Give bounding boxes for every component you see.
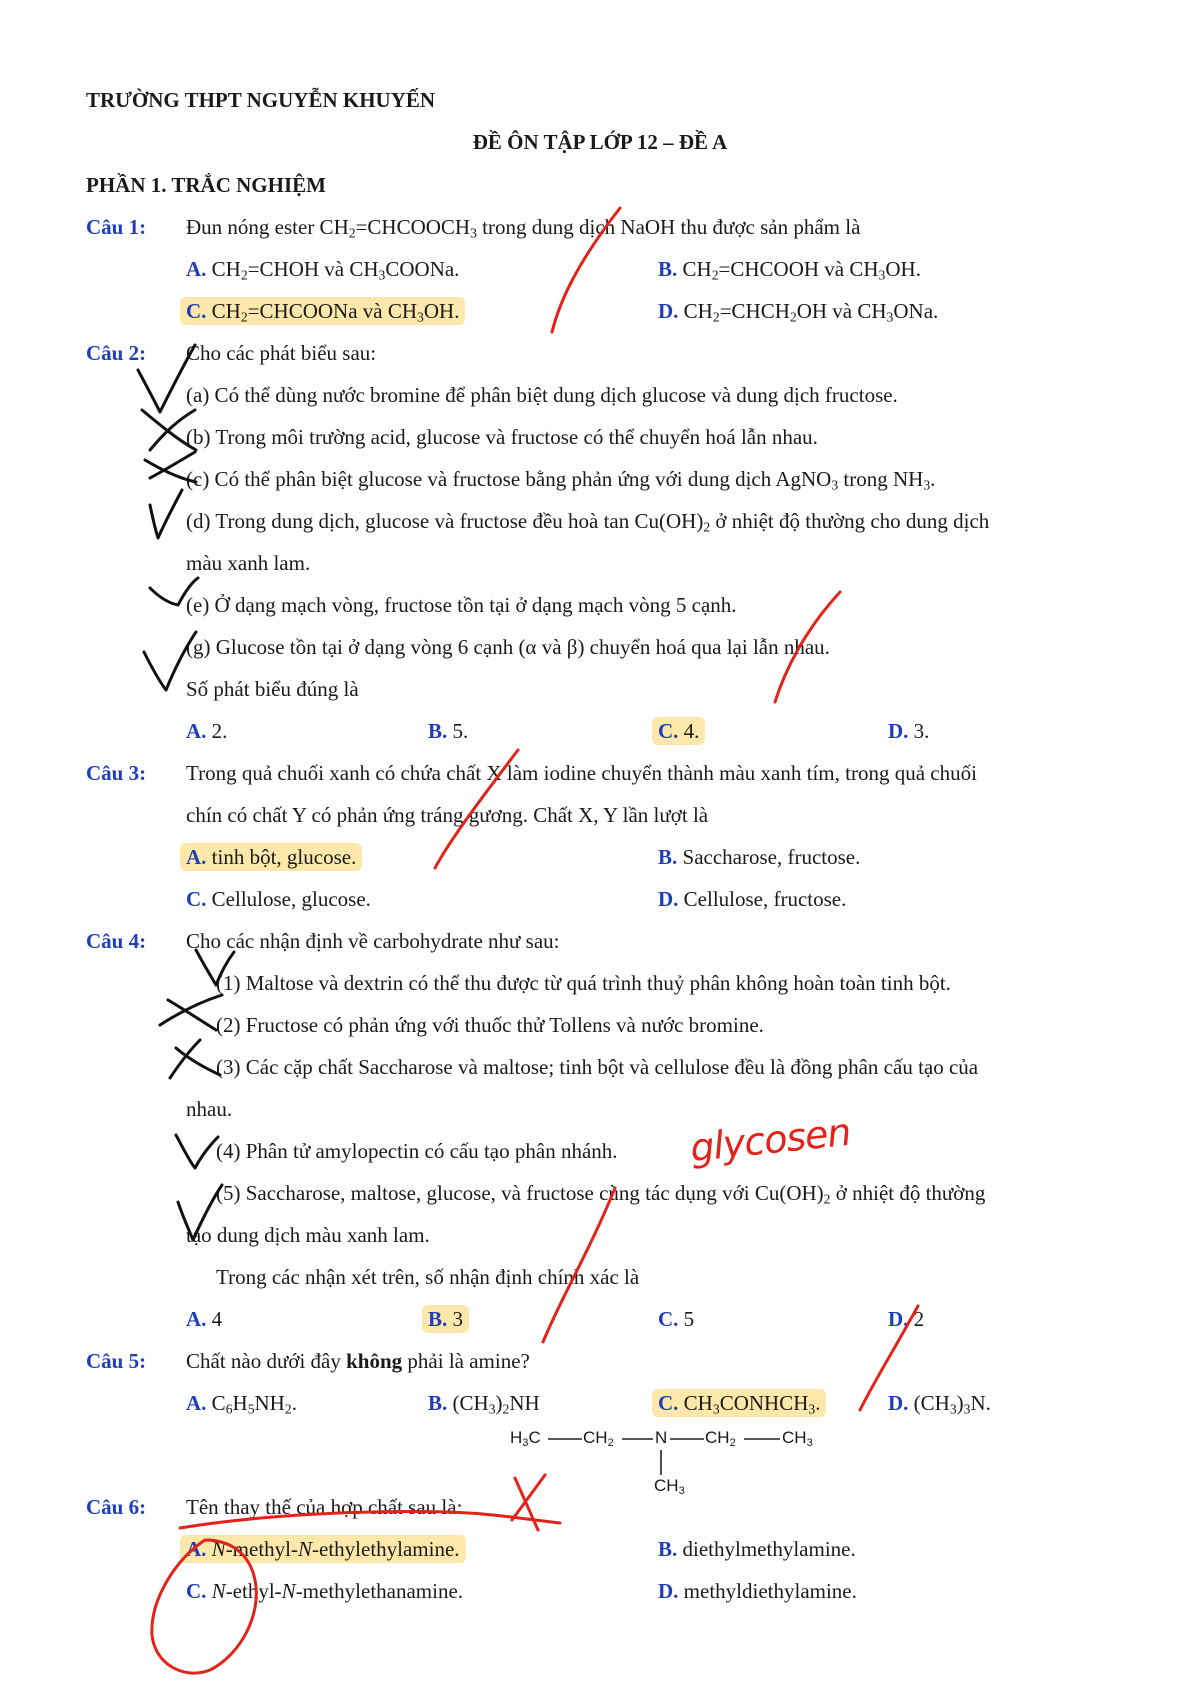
q2-option-d[interactable]: [888, 717, 929, 745]
q2-statement-a: (a) Có thể dùng nước bromine để phân biệt dung dịch glucose và dung dịch fructose.: [186, 383, 898, 407]
q4-option-d[interactable]: [888, 1305, 924, 1333]
q5-stem-pre: Chất nào dưới đây: [186, 1349, 347, 1373]
option-text: 4.: [683, 719, 700, 743]
structure-ch2-right: $CH_2$: [705, 1428, 736, 1449]
option-text: $CH_2=CHCOOH$ và $CH_3OH$.: [682, 257, 921, 283]
q5-option-b[interactable]: [428, 1389, 540, 1417]
option-letter: A.: [186, 1537, 207, 1561]
option-text: $CH_2=CHCH_2OH$ và $CH_3ONa$.: [683, 299, 939, 325]
option-letter: C.: [186, 887, 207, 911]
option-letter: C.: [658, 1391, 679, 1415]
q4-ask: Trong các nhận xét trên, số nhận định chính xác là: [216, 1265, 640, 1289]
option-letter: B.: [428, 719, 448, 743]
highlight: [652, 717, 705, 745]
option-letter: D.: [888, 1391, 909, 1415]
q4-option-c[interactable]: [658, 1305, 694, 1333]
option-text: $(CH_3)_2NH$: [452, 1391, 540, 1417]
option-text: Cellulose, glucose.: [211, 887, 371, 911]
option-text: Saccharose, fructose.: [682, 845, 861, 869]
q4-statement-4: (4) Phân tử amylopectin có cấu tạo phân nhánh.: [216, 1139, 618, 1163]
q6-option-b[interactable]: [658, 1535, 856, 1563]
black-check-q2d: [150, 490, 182, 538]
option-letter: B.: [658, 257, 678, 281]
q2-statement-d-cont: màu xanh lam.: [186, 551, 311, 575]
q4-statement-5: (5) Saccharose, maltose, glucose, và fructose cùng tác dụng với $Cu(OH)_2$ ở nhiệt độ thường: [216, 1181, 986, 1207]
q4-statement-1: (1) Maltose và dextrin có thể thu được từ quá trình thuỷ phân không hoàn toàn tinh bột.: [216, 971, 951, 995]
highlight: [180, 843, 362, 871]
option-letter: C.: [658, 719, 679, 743]
option-text: tinh bột, glucose.: [211, 845, 357, 869]
red-x-q6: [512, 1475, 545, 1530]
option-letter: B.: [658, 845, 678, 869]
q2-label: Câu 2:: [86, 341, 147, 365]
q2-intro: Cho các phát biểu sau:: [186, 341, 377, 365]
q5-label: Câu 5:: [86, 1349, 147, 1373]
q2-option-c[interactable]: [658, 717, 705, 745]
q1-option-c[interactable]: [186, 297, 465, 325]
q3-stem-cont: chín có chất Y có phản ứng tráng gương. Chất X, Y lần lượt là: [186, 803, 709, 827]
section-heading: PHẦN 1. TRẮC NGHIỆM: [86, 173, 326, 197]
q2-statement-e: (e) Ở dạng mạch vòng, fructose tồn tại ở dạng mạch vòng 5 cạnh.: [186, 593, 737, 617]
q4-intro: Cho các nhận định về carbohydrate như sau:: [186, 929, 560, 953]
structure-ch2-left: $CH_2$: [583, 1428, 614, 1449]
q3-option-b[interactable]: [658, 843, 860, 871]
q3-label: Câu 3:: [86, 761, 147, 785]
option-letter: A.: [186, 257, 207, 281]
structure-h3c: $H_3C$: [510, 1428, 541, 1449]
q4-option-b[interactable]: [428, 1305, 469, 1333]
option-text: $C_6H_5NH_2$.: [211, 1391, 297, 1417]
option-letter: B.: [428, 1391, 448, 1415]
option-text: diethylmethylamine.: [682, 1537, 856, 1561]
highlight: [180, 1535, 466, 1563]
black-check-q4-4: [176, 1135, 218, 1168]
q2-option-a[interactable]: [186, 717, 227, 745]
structure-ch3-bottom: $CH_3$: [654, 1476, 685, 1497]
q1-option-d[interactable]: [658, 297, 938, 325]
q4-statement-3-cont: nhau.: [186, 1097, 233, 1121]
q4-statement-2: (2) Fructose có phản ứng với thuốc thử Tollens và nước bromine.: [216, 1013, 764, 1037]
option-text: 2.: [211, 719, 228, 743]
structure-n: N: [655, 1428, 668, 1447]
q2-statement-d: (d) Trong dung dịch, glucose và fructose đều hoà $\tan Cu(OH)_2$ ở nhiệt độ thường cho dung dịch: [186, 509, 990, 535]
q6-stem: Tên thay thế của hợp chất sau là:: [186, 1495, 463, 1519]
option-text: N-methyl-N-ethylethylamine.: [211, 1537, 460, 1561]
q2-statement-c: (c) Có thể phân biệt glucose và fructose bằng phản ứng với dung dịch AgNO$_3$ trong $NH_3$.: [186, 467, 936, 493]
option-text: 4: [211, 1307, 223, 1331]
highlight: [652, 1389, 826, 1417]
structure-ch3-right: $CH_3$: [782, 1428, 813, 1449]
option-text: N-ethyl-N-methylethanamine.: [211, 1579, 464, 1603]
exam-title: ĐỀ ÔN TẬP LỚP 12 – ĐỀ A: [472, 130, 728, 154]
option-letter: D.: [658, 1579, 679, 1603]
option-text: Cellulose, fructose.: [683, 887, 847, 911]
option-text: 3.: [913, 719, 930, 743]
highlight: [422, 1305, 469, 1333]
q1-stem: Đun nóng ester $CH_2=CHCOOCH_3$ trong dung dịch NaOH thu được sản phẩm là: [186, 215, 861, 241]
black-x-q4-3: [170, 1040, 220, 1078]
option-letter: C.: [186, 299, 207, 323]
option-letter: A.: [186, 1307, 207, 1331]
option-text: methyldiethylamine.: [683, 1579, 857, 1603]
option-letter: B.: [658, 1537, 678, 1561]
option-letter: D.: [888, 1307, 909, 1331]
option-text: $CH_3CONHCH_3$.: [683, 1391, 821, 1417]
q2-option-b[interactable]: [428, 717, 468, 745]
q5-stem: [186, 1347, 530, 1375]
q2-statement-b: (b) Trong môi trường acid, glucose và fructose có thể chuyển hoá lẫn nhau.: [186, 425, 818, 449]
q2-ask: Số phát biểu đúng là: [186, 677, 359, 701]
option-text: 2: [913, 1307, 925, 1331]
option-letter: D.: [658, 299, 679, 323]
option-letter: C.: [186, 1579, 207, 1603]
q5-stem-post: phải là amine?: [402, 1349, 530, 1373]
q6-option-a[interactable]: [186, 1535, 466, 1563]
q3-option-c[interactable]: [186, 885, 371, 913]
option-text: 5.: [452, 719, 469, 743]
option-text: $CH_2=CHOH$ và $CH_3COONa$.: [211, 257, 460, 283]
q6-option-c[interactable]: [186, 1577, 463, 1605]
option-text: 5: [683, 1307, 695, 1331]
q4-label: Câu 4:: [86, 929, 147, 953]
handwritten-note-glycosen: glycosen: [688, 1109, 853, 1171]
option-letter: D.: [658, 887, 679, 911]
option-text: $CH_2=CHCOONa$ và $CH_3OH$.: [211, 299, 460, 325]
q5-option-a[interactable]: [186, 1389, 297, 1417]
q4-statement-3: (3) Các cặp chất Saccharose và maltose; tinh bột và cellulose đều là đồng phân cấu tạo của: [216, 1055, 979, 1079]
q4-statement-5-cont: tạo dung dịch màu xanh lam.: [186, 1223, 430, 1247]
q2-statement-g: (g) Glucose tồn tại ở dạng vòng 6 cạnh (α và β) chuyển hoá qua lại lẫn nhau.: [186, 635, 830, 659]
q5-option-c[interactable]: [658, 1389, 826, 1417]
q1-option-b[interactable]: [658, 255, 921, 283]
option-letter: D.: [888, 719, 909, 743]
q3-option-a[interactable]: [186, 843, 362, 871]
q3-stem: Trong quả chuối xanh có chứa chất X làm iodine chuyển thành màu xanh tím, trong quả chuối: [186, 761, 977, 785]
q4-option-a[interactable]: [186, 1305, 222, 1333]
q3-option-d[interactable]: [658, 885, 846, 913]
option-text: 3: [452, 1307, 464, 1331]
option-letter: A.: [186, 719, 207, 743]
school-name: TRƯỜNG THPT NGUYỄN KHUYẾN: [86, 88, 436, 112]
q1-label: Câu 1:: [86, 215, 147, 239]
option-letter: C.: [658, 1307, 679, 1331]
option-letter: A.: [186, 845, 207, 869]
highlight: [180, 297, 465, 325]
option-letter: A.: [186, 1391, 207, 1415]
q5-option-d[interactable]: [888, 1389, 991, 1417]
option-text: $(CH_3)_3N$.: [913, 1391, 991, 1417]
q6-label: Câu 6:: [86, 1495, 147, 1519]
black-x-q4-2: [160, 995, 222, 1030]
q5-stem-bold: không: [346, 1349, 403, 1373]
q1-option-a[interactable]: [186, 255, 459, 283]
option-letter: B.: [428, 1307, 448, 1331]
q6-option-d[interactable]: [658, 1577, 857, 1605]
